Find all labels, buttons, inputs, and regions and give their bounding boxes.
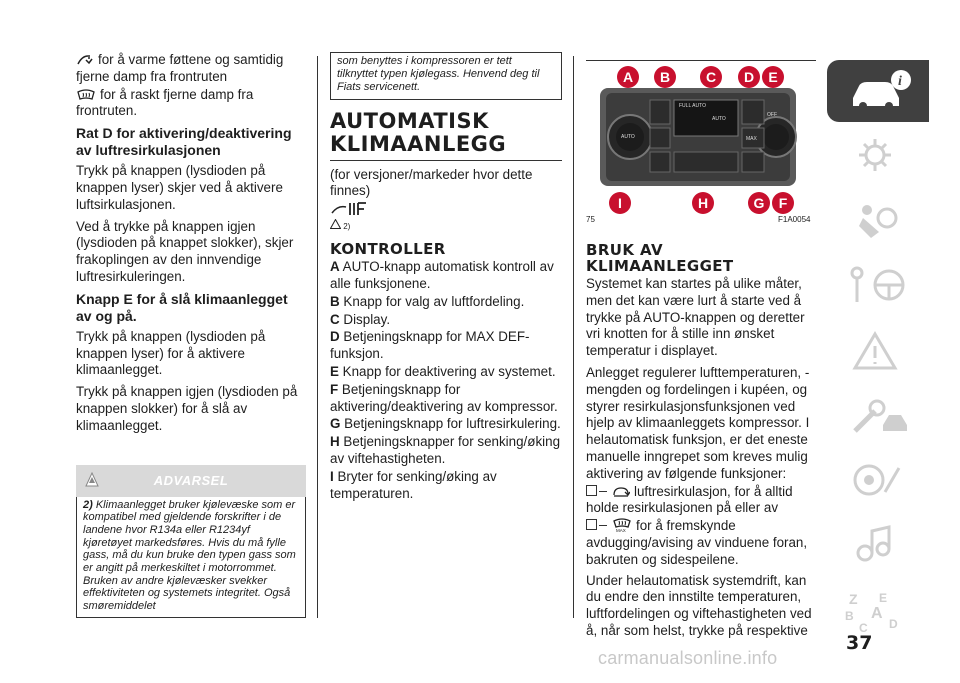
sidebar-tab-index[interactable]: [827, 580, 929, 642]
panel-full-auto-label: FULL AUTO: [679, 103, 706, 109]
list-item: A AUTO-knapp automatisk kontroll av alle funksjonene.: [330, 259, 554, 291]
callout-h: H: [692, 192, 714, 214]
figure-number: 75: [586, 215, 595, 224]
reference-row: [330, 219, 562, 233]
svg-text:E: E: [879, 591, 888, 605]
car-info-icon: [845, 68, 915, 114]
panel-auto-label: AUTO: [712, 116, 726, 122]
section-heading: KONTROLLER: [330, 240, 446, 259]
airbag-icon: [845, 198, 915, 244]
column-right: [586, 238, 816, 645]
warning-text: Klimaanlegget bruker kjølevæske som er kompatibel med gjeldende forskrifter i de landene hvor R134a eller R1234yf kjøretøyet markedsføres. Hvis du må fylle gass, må du kun bruke den typen gass som er angitt på merkeskiltet i motorrommet. Bruken av andre kjølevæsker svekker effektiviteten og systemets integritet. Også smøremiddelet: [83, 498, 296, 613]
panel-max-label: MAX: [746, 136, 757, 142]
windshield-defrost-icon: [76, 89, 96, 101]
svg-text:D: D: [889, 617, 898, 631]
paragraph: Ved å trykke på knappen igjen (lysdioden på knappet slokker), skjer frakoplingen av den innvendige luftresirkuleringen.: [76, 218, 294, 284]
index-icon: [845, 588, 915, 634]
column-divider: [573, 56, 574, 618]
paragraph: Trykk på knappen (lysdioden på knappen lyser) for å aktivere klimaanlegget.: [76, 328, 266, 378]
warning-header: [76, 465, 306, 497]
recirculation-icon: [612, 486, 630, 498]
warning-number: 2): [83, 498, 93, 511]
svg-text:C: C: [859, 621, 868, 634]
sidebar-tab-service[interactable]: [827, 385, 929, 447]
panel-auto-knob-label: AUTO: [621, 134, 635, 140]
callout-c: C: [700, 66, 722, 88]
section-heading: Rat D for aktivering/deaktivering av luftresirkulasjonen: [76, 125, 292, 159]
heading-rule: [330, 160, 562, 161]
list-item: F Betjeningsknapp for aktivering/deaktivering av kompressor.: [330, 381, 558, 414]
dashboard-lights-icon: [845, 133, 915, 179]
callout-i: I: [609, 192, 631, 214]
climate-panel-figure: [586, 60, 816, 228]
figure-code: F1A0054: [778, 215, 811, 224]
bullet-item: MAX for å fremskynde avdugging/avising av vinduene foran, bakruten og sidespeilene.: [586, 518, 808, 567]
paragraph: Under helautomatisk systemdrift, kan du endre den innstilte temperaturen, luftfordelingen og viftehastigheten ved å, når som helst, trykke på respektive: [586, 572, 812, 638]
sidebar-tab-dashboard-lights[interactable]: [827, 125, 929, 187]
panel-off-label: OFF: [767, 112, 777, 118]
checkbox-bullet: [586, 519, 597, 530]
section-heading: BRUK AV KLIMAANLEGGET: [586, 241, 734, 275]
sidebar-tab-key-steering[interactable]: [827, 255, 929, 317]
climate-symbol-row: [330, 201, 562, 219]
warning-body: [76, 497, 306, 618]
paragraph: Systemet kan startes på ulike måter, men det kan være lurt å starte ved å trykke på AUTO-knappen og deretter vri knotten for å stille inn ønsket temperatur i displayet.: [586, 276, 805, 359]
sidebar-tab-airbag[interactable]: [827, 190, 929, 252]
callout-f: F: [772, 192, 794, 214]
paragraph: Anlegget regulerer lufttemperaturen, -mengden og fordelingen i kupéen, og styrer resirkulasjonsfunksjonen ved hjelp av klimaanleggets kompressor. I helautomatisk funksjon, er det eneste manuelle inngrepet som kreves mulig aktivering av følgende funksjoner:: [586, 364, 810, 481]
airflow-feet-windshield-icon: [76, 54, 94, 66]
callout-g: G: [748, 192, 770, 214]
wrench-car-icon: [845, 393, 915, 439]
sidebar-tab-media[interactable]: [827, 515, 929, 577]
list-item: I Bryter for senking/øking av temperaturen.: [330, 468, 497, 501]
callout-e: E: [762, 66, 784, 88]
checkbox-bullet: [586, 485, 597, 496]
column-left: [76, 52, 306, 618]
list-item: E Knapp for deaktivering av systemet.: [330, 363, 556, 379]
svg-text:Z: Z: [849, 591, 858, 607]
paragraph: Trykk på knappen (lysdioden på knappen lyser) skjer ved å aktivere luftsirkulasjonen.: [76, 163, 283, 212]
svg-text:MAX: MAX: [616, 528, 626, 533]
sidebar-tab-car-info[interactable]: [827, 60, 929, 122]
page-number: 37: [846, 632, 873, 654]
list-item: H Betjeningsknapper for senking/øking av viftehastigheten.: [330, 434, 561, 466]
climate-control-icon: [330, 201, 370, 217]
warning-triangle-icon: [330, 219, 341, 229]
specs-icon: [845, 458, 915, 504]
key-steering-icon: [845, 263, 915, 309]
column-middle: [330, 52, 562, 503]
list-item: B Knapp for valg av luftfordeling.: [330, 293, 525, 309]
column-divider: [317, 56, 318, 618]
controls-list: [330, 259, 562, 502]
callout-d: D: [738, 66, 760, 88]
paragraph: for å varme føttene og samtidig fjerne damp fra frontruten: [76, 52, 284, 84]
svg-text:i: i: [898, 74, 902, 89]
warning-continuation: som benyttes i kompressoren er tett tilknyttet typen kjølegass. Henvend deg til Fiats servicenett.: [330, 52, 562, 100]
paragraph: Trykk på knappen igjen (lysdioden på knappen slokker) for å slå av klimaanlegget.: [76, 384, 298, 433]
watermark: carmanualsonline.info: [598, 648, 778, 668]
sidebar-tab-warning[interactable]: [827, 320, 929, 382]
chapter-sidebar: [827, 60, 929, 645]
svg-text:A: A: [871, 605, 883, 622]
warning-triangle-icon: [845, 328, 915, 374]
paragraph: for å raskt fjerne damp fra frontruten.: [76, 86, 254, 119]
svg-text:B: B: [845, 609, 854, 623]
paragraph: (for versjoner/markeder hvor dette finnes): [330, 166, 533, 199]
reference-number: 2): [343, 222, 351, 232]
warning-title: ADVARSEL: [153, 472, 229, 488]
bullet-item: luftresirkulasjon, for å alltid holde resirkulasjonen på eller av: [586, 483, 793, 516]
list-item: C Display.: [330, 311, 391, 327]
media-icon: [845, 523, 915, 569]
section-heading: Knapp E for å slå klimaanlegget av og på.: [76, 290, 288, 324]
max-defrost-icon: [612, 518, 632, 532]
list-item: D Betjeningsknapp for MAX DEF-funksjon.: [330, 329, 530, 362]
chapter-heading: AUTOMATISK KLIMAANLEGG: [330, 108, 507, 156]
callout-a: A: [617, 66, 639, 88]
callout-b: B: [654, 66, 676, 88]
sidebar-tab-specs[interactable]: [827, 450, 929, 512]
list-item: G Betjeningsknapp for luftresirkulering.: [330, 416, 561, 432]
